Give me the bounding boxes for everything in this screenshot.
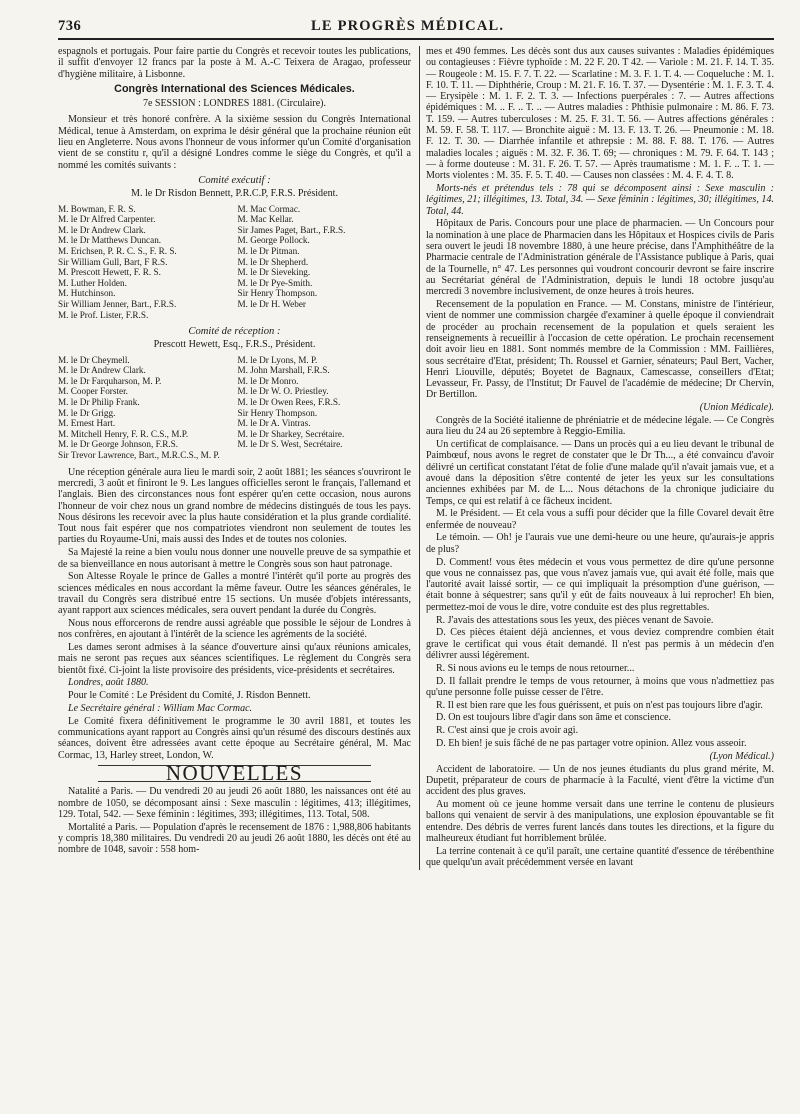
committee-member: M. le Dr Andrew Clark. <box>58 365 146 376</box>
committee-member: M. le Dr Pitman. <box>237 245 300 256</box>
comite-reception-left <box>58 355 231 461</box>
pour-comite: Pour le Comité : Le Président du Comité, J. Risdon Bennett. <box>68 690 311 702</box>
committee-member: M. le Dr Sharkey, Secrétaire. <box>237 428 345 439</box>
committee-member: M. le Dr H. Weber <box>237 298 306 309</box>
reception-paragraph: Une réception générale aura lieu le mardi soir, 2 août 1881; les séances s'ouvriront le mercredi, 3 août et finiront le 9. Les langues officielles seront le français, l'allemand et l'anglais. Bien des circonstances nous font espérer qu'en cette occasion, nous aurons l'honneur de voir chez nous un grand nombre de médecins distingués de tous les pays. Nous désirons les recevoir avec la plus haute considération et la plus grande cordialité. Tout nous fait espérer que nos compatriotes viendront non seulement de toutes les parties du Royaume-Uni, mais aussi des Indes et de toutes nos colonies. <box>58 466 411 546</box>
committee-member: M. Mac Cormac. <box>237 203 301 214</box>
committee-member: M. Bowman, F. R. S. <box>58 203 136 214</box>
committee-member: M. le Dr Farquharson, M. P. <box>58 375 162 386</box>
comite-executif-president: M. le Dr Risdon Bennett, P.R.C.P, F.R.S. Président. <box>130 188 338 200</box>
fixera-paragraph: Le Comité fixera définitivement le programme le 30 avril 1881, et toutes les communications ayant rapport au Congrès ainsi qu'un résumé des discours destinés aux séances, doivent être adressées avant cette époque au Secrétaire général, M. Mac Cormac, 13, Harley street, London, W. <box>58 715 411 761</box>
monsieur-paragraph: Monsieur et très honoré confrère. A la sixième session du Congrès International Médical, tenue à Amsterdam, on exprima le désir général que la prochaine réunion eût lieu en Angleterre. Nous avons l'honneur de vous informer qu'un Comité d'organisation vient de se constitu r, qu'il a désigné Londres comme le siège du Congrès, et qu'il a nommé les comités suivants : <box>58 114 411 171</box>
recensement-source: (Union Médicale). <box>699 402 774 414</box>
committee-member: M. le Dr Matthews Duncan. <box>58 235 162 246</box>
committee-member: M. le Dr Andrew Clark. <box>58 224 146 235</box>
reine-paragraph: Sa Majesté la reine a bien voulu nous donner une nouvelle preuve de sa sympathie et de sa bienveillance en nous autorisant à mettre le Congrès sous son haut patronage. <box>58 547 411 570</box>
mortalite-paragraph: Mortalité a Paris. — Population d'après le recensement de 1876 : 1,988,806 habitants y compris 18,380 militaires. Du vendredi 20 au jeudi 26 août 1880, les décès ont été au nombre de 1048, savoir : 558 hom- <box>58 821 411 856</box>
comite-executif-members <box>58 204 411 321</box>
committee-member: Sir Trevor Lawrence, Bart., M.R.C.S., M. P. <box>58 450 220 461</box>
committee-member: M. le Dr Alfred Carpenter. <box>58 214 156 225</box>
nouvelles-banner <box>98 761 371 786</box>
committee-member: M. Hutchinson. <box>58 288 116 299</box>
committee-member: M. le Dr Grigg. <box>58 407 116 418</box>
natalite-paragraph: Natalité a Paris. — Du vendredi 20 au jeudi 26 août 1880, les naissances ont été au nombre de 1050, se décomposant ainsi : Sexe masculin : légitimes, 413; illégitimes, 129. Total, 542. — Sexe féminin : légitimes, 393; illégitimes, 113. Total, 508. <box>58 786 411 820</box>
committee-member: M. le Dr A. Vintras. <box>237 418 311 429</box>
committee-member: M. George Pollock. <box>237 235 310 246</box>
right-column <box>426 46 774 870</box>
committee-member: M. le Dr Cheymell. <box>58 354 130 365</box>
committee-member: M. Ernest Hart. <box>58 418 116 429</box>
comite-reception-members <box>58 355 411 461</box>
two-column-body <box>58 46 774 870</box>
committee-member: M. le Dr Philip Frank. <box>58 397 140 408</box>
committee-member: M. Cooper Forster. <box>58 386 128 397</box>
committee-member: M. le Dr Owen Rees, F.R.S. <box>237 397 341 408</box>
committee-member: M. le Dr Monro. <box>237 375 299 386</box>
left-column <box>58 46 411 870</box>
committee-member: Sir Henry Thompson. <box>237 288 318 299</box>
comite-executif-left <box>58 204 231 321</box>
committee-member: M. le Dr Shepherd. <box>237 256 309 267</box>
committee-member: M. Mitchell Henry, F. R. C.S., M.P. <box>58 428 189 439</box>
prince-paragraph: Son Altesse Royale le prince de Galles a montré l'intérêt qu'il porte au progrès des sciences médicales en nous accordant la même faveur. Outre les séances générales, le travail du Congrès sera distribué entre 15 sections. Un musée d'objets intéressants, ayant rapport aux sciences médicales, sera ouvert pendant la durée du Congrès. <box>58 571 411 617</box>
dialogue-d1: D. Comment! vous êtes médecin et vous vous permettez de dire qu'une personne que vous ne connaissez pas, que vous n'avez jamais vue, qui avait été folle, mais que l'autorité avait laissé sortir, — ce qui impliquait la présomption d'une guérison, — était bonne à séquestrer; sans qu'il y eût de faits nouveaux à lui reprocher! Eh bien, permettez-moi de vous le dire, votre conduite est des plus regrettables. <box>425 556 774 613</box>
committee-member: M. le Dr Pye-Smith. <box>237 277 313 288</box>
efforcerons-paragraph: Nous nous efforcerons de rendre aussi agréable que possible le séjour de Londres à nos confrères, en ajoutant à l'intérêt de la science les agréments de la société. <box>58 617 411 641</box>
committee-member: M. le Dr S. West, Secrétaire. <box>237 439 343 450</box>
dialogue-d3: D. Il fallait prendre le temps de vous retourner, à moins que vous n'admettiez pas qu'une personne folle puisse cesser de l'être. <box>425 675 774 698</box>
committee-member: Sir William Jenner, Bart., F.R.S. <box>58 298 177 309</box>
journal-title: LE PROGRÈS MÉDICAL. <box>311 18 505 34</box>
londres-date: Londres, août 1880. <box>68 677 149 689</box>
nouvelles-title: NOUVELLES <box>165 761 304 786</box>
secretaire-general: Le Secrétaire général : William Mac Cormac. <box>68 703 253 715</box>
congres-title: Congrès International des Sciences Médicales. <box>114 82 355 95</box>
congres-societe-paragraph: Congrès de la Société italienne de phréniatrie et de médecine légale. — Ce Congrès aura lieu du 24 au 26 septembre à Reggio-Emilia. <box>425 415 774 438</box>
lyon-medical-source: (Lyon Médical.) <box>709 750 774 762</box>
congres-subtitle: 7e SESSION : LONDRES 1881. (Circulaire). <box>142 98 326 110</box>
committee-member: Sir Henry Thompson. <box>237 407 318 418</box>
deces-paragraph: mes et 490 femmes. Les décès sont dus aux causes suivantes : Maladies épidémiques ou contagieuses : Fièvre typhoïde : M. 22 F. 20. T 42. — Variole : M. 21. F. 14. T. 35. — Rougeole : M. 15. F. 7. T. 22. — Scarlatine : M. 3. F. 1. T. 4. — Coqueluche : M. 1. F. 10. T. 11. — Diphthérie, Croup : M. 21. F. 16. T. 37. — Dysentérie : M. 1. F. 3. T. 4. — Erysipèle : M. 1. F. 2. T. 3. — Infections puerpérales : 7. — Autres affections épidémiques : M. .. F. .. T. .. — Autres maladies : Phthisie pulmonaire : M. 86. F. 73. T. 159. — Autres tuberculoses : M. 25. F. 31. T. 56. — Autres affections générales : M. 59. F. 58. T. 117. — Bronchite aiguë : M. 13. F. 13. T. 26. — Pneumonie : M. 18. F. 12. T. 30. — Diarrhée infantile et athrepsie : M. 88. F. 88. T. 176. — Autres maladies locales ; aiguës : M. 32. F. 36. T. 69; — chroniques : M. 79. F. 64. T. 143 ; — à forme douteuse : M. 31. F. 26. T. 57. — Après traumatisme : M. 1. F. .. T. 1. — Morts violentes : M. 35. F. 5. T. 40. — Causes non classées : M. 4. F. 4. T. 8. <box>425 46 774 182</box>
accident-paragraph: Accident de laboratoire. — Un de nos jeunes étudiants du plus grand mérite, M. Dupetit, préparateur de cours de pharmacie à la Faculté, vient d'être la victime d'un accident des plus graves. <box>425 763 774 798</box>
committee-member: M. le Dr Lyons, M. P. <box>237 354 318 365</box>
comite-reception-president: Prescott Hewett, Esq., F.R.S., Président. <box>153 339 316 351</box>
committee-member: M. le Dr W. O. Priestley. <box>237 386 329 397</box>
dames-paragraph: Les dames seront admises à la séance d'ouverture ainsi qu'aux réunions amicales, mais ne seront pas reçues aux séances scientifiques. Le règlement du Congrès sera bientôt fixé. Ci-joint la liste provisoire des présidents, vice-présidents et secrétaires. <box>58 642 411 676</box>
dialogue-r2: R. Si nous avions eu le temps de nous retourner... <box>435 662 635 674</box>
committee-member: M. le Dr George Johnson, F.R.S. <box>58 439 179 450</box>
committee-member: Sir James Paget, Bart., F.R.S. <box>237 224 346 235</box>
comite-executif-right <box>231 204 410 321</box>
recensement-paragraph: Recensement de la population en France. — M. Constans, ministre de l'intérieur, vient de nommer une commission chargée d'examiner à quelle époque il conviendrait de procéder au prochain recensement de la population et quels seraient les renseignements à recueillir à l'occasion de cette opération. Le prochain recensement doit avoir lieu en 1881. Sont nommés membre de la Commission : MM. Faillières, sous secrétaire d'Etat, président; Th. Roussel et Garnier, sénateurs; Paul Bert, Vacher, Henri Liouville, députés; Boyetet de Bagnaux, Camescasse, conseillers d'Etat; Levasseur, Fr. Passy, de l'Institut; Dr Fauvel de l'académie de médecine; Dr Chervin, Dr Bertillon. <box>425 299 774 401</box>
page-number: 736 <box>58 18 82 34</box>
comite-executif-title: Comité exécutif : <box>198 174 271 186</box>
committee-member: M. John Marshall, F.R.S. <box>237 365 330 376</box>
committee-member: M. le Dr Sieveking. <box>237 267 311 278</box>
dialogue-d5: D. Eh bien! je suis fâché de ne pas partager votre opinion. Allez vous asseoir. <box>435 738 747 750</box>
committee-member: M. Prescott Hewett, F. R. S. <box>58 267 161 278</box>
committee-member: M. le Prof. Lister, F.R.S. <box>58 309 149 320</box>
moment-paragraph: Au moment où ce jeune homme versait dans une terrine le contenu de plusieurs ballons qui venaient de servir à des manipulations, une explosion épouvantable se fit entendre. Des débris de verres furent lancés dans toutes les directions, et la figure du malheureux étudiant fut horriblement brûlée. <box>425 799 774 844</box>
page-header <box>58 18 774 40</box>
dialogue-d2: D. Ces pièces étaient déjà anciennes, et vous deviez comprendre combien était grave le certificat qui vous était demandé. Il n'est pas permis à un médecin d'en délivrer aussi légèrement. <box>425 627 774 661</box>
dialogue-d4: D. On est toujours libre d'agir dans son âme et conscience. <box>435 712 671 724</box>
committee-member: M. Luther Holden. <box>58 277 127 288</box>
temoin-answer: Le témoin. — Oh! je l'aurais vue une demi-heure ou une heure, qu'aurais-je appris de plus? <box>425 532 774 555</box>
comite-reception-title: Comité de réception : <box>188 326 281 338</box>
certificat-paragraph: Un certificat de complaisance. — Dans un procès qui a eu lieu devant le tribunal de Paimbœuf, nous avons le regret de constater que le Dr Th..., a été convaincu d'avoir délivré un certificat constatant l'état de folie d'une malade qu'il n'avait jamais vue, et a avoué dans la déposition s'être contenté de jeter les yeux sur les consultations anciennes exhibées par M. de L... Nous détachons de la chronique judiciaire du Temps, ce qui est relatif à ce fâcheux incident. <box>425 439 774 507</box>
committee-member: M. Mac Kellar. <box>237 214 294 225</box>
hopitaux-paragraph: Hôpitaux de Paris. Concours pour une place de pharmacien. — Un Concours pour la nomination à une place de Pharmacien dans les Hôpitaux et Hospices civils de Paris sera ouvert le jeudi 18 novembre 1880, à une heure précise, dans l'Amphithéâtre de la Pharmacie centrale de l'Administration générale de l'Assistance publique à Paris, quai de la Tournelle, n° 47. Les personnes qui voudront concourir devront se faire inscrire au Secrétariat général de l'Administration, depuis le lundi 18 octobre jusqu'au mercredi 3 novembre inclusivement, de onze heures à trois heures. <box>425 218 774 298</box>
president-question: M. le Président. — Et cela vous a suffi pour décider que la fille Covarel devait être enfermée de nouveau? <box>425 508 774 531</box>
dialogue-r4: R. C'est ainsi que je crois avoir agi. <box>435 725 579 737</box>
mortsnes-paragraph: Morts-nés et prétendus tels : 78 qui se décomposent ainsi : Sexe masculin : légitimes, 21; illégitimes, 13. Total, 34. — Sexe féminin : légitimes, 30; illégitimes, 14. Total, 44. <box>425 183 774 217</box>
dialogue-r1: R. J'avais des attestations sous les yeux, des pièces venant de Savoie. <box>435 614 714 626</box>
committee-member: M. Erichsen, P. R. C. S., F. R. S. <box>58 245 177 256</box>
comite-reception-right <box>231 355 410 461</box>
column-rule <box>419 46 420 870</box>
terrine-paragraph: La terrine contenait à ce qu'il paraît, une certaine quantité d'essence de térébenthine que quelqu'un avait précédemment versée en lavant <box>425 845 774 868</box>
committee-member: Sir William Gull, Bart, F R.S. <box>58 256 168 267</box>
intro-paragraph: espagnols et portugais. Pour faire partie du Congrès et recevoir toutes les publications, il suffit d'envoyer 12 francs par la poste à M. A.-C Teixera de Aragao, professeur d'hygiène militaire, à Lisbonne. <box>58 46 411 80</box>
dialogue-r3: R. Il est bien rare que les fous guérissent, et puis on n'est pas toujours libre d'agir. <box>435 699 763 711</box>
